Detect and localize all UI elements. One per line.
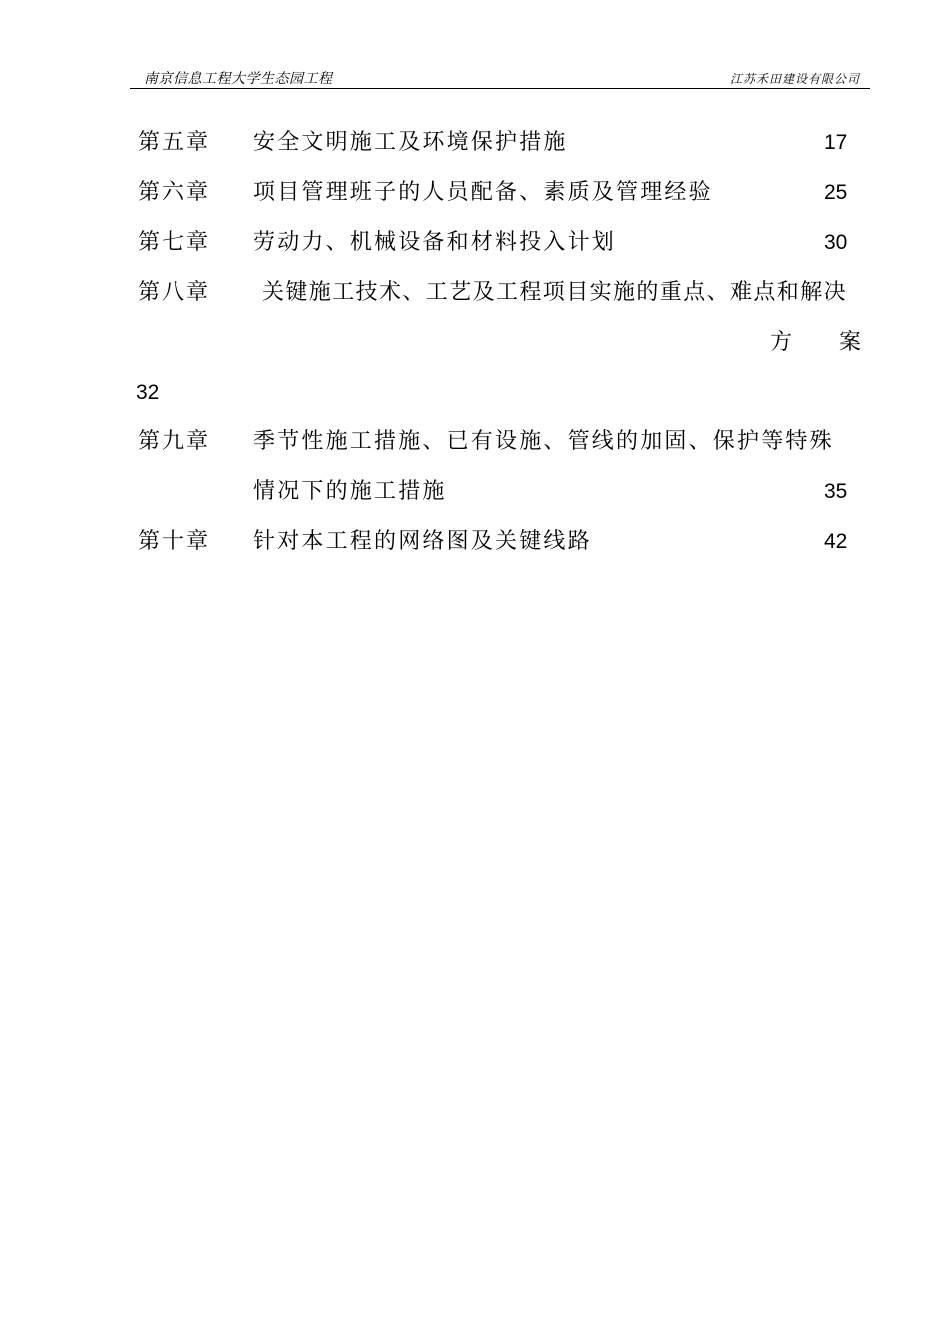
toc-title-8[interactable]: 关键施工技术、工艺及工程项目实施的重点、难点和解决 (262, 280, 848, 305)
toc-page-9[interactable]: 35 (824, 480, 848, 503)
toc-page-10[interactable]: 42 (824, 530, 848, 553)
header-project-name: 南京信息工程大学生态园工程 (144, 71, 333, 87)
page-header (130, 66, 870, 89)
toc-title-10[interactable]: 针对本工程的网络图及关键线路 (253, 529, 592, 554)
toc-title-9-cont[interactable]: 情况下的施工措施 (253, 479, 447, 504)
toc-title-8-cont-1[interactable]: 方 (770, 330, 795, 355)
toc-page-6[interactable]: 25 (824, 181, 848, 204)
toc-chapter-8[interactable]: 第八章 (138, 280, 211, 305)
toc-page-5[interactable]: 17 (824, 131, 848, 154)
toc-title-6[interactable]: 项目管理班子的人员配备、素质及管理经验 (253, 180, 713, 205)
toc-chapter-6[interactable]: 第六章 (138, 180, 211, 205)
toc-title-5[interactable]: 安全文明施工及环境保护措施 (253, 130, 568, 155)
toc-title-9[interactable]: 季节性施工措施、已有设施、管线的加固、保护等特殊 (253, 429, 834, 454)
toc-page-8[interactable]: 32 (136, 381, 160, 404)
toc-chapter-9[interactable]: 第九章 (138, 429, 211, 454)
toc-title-7[interactable]: 劳动力、机械设备和材料投入计划 (253, 230, 617, 255)
toc-chapter-10[interactable]: 第十章 (138, 529, 211, 554)
toc-chapter-5[interactable]: 第五章 (138, 130, 211, 155)
header-company-name: 江苏禾田建设有限公司 (729, 72, 860, 86)
toc-page-7[interactable]: 30 (824, 231, 848, 254)
toc-chapter-7[interactable]: 第七章 (138, 230, 211, 255)
toc-title-8-cont-2[interactable]: 案 (839, 330, 864, 355)
